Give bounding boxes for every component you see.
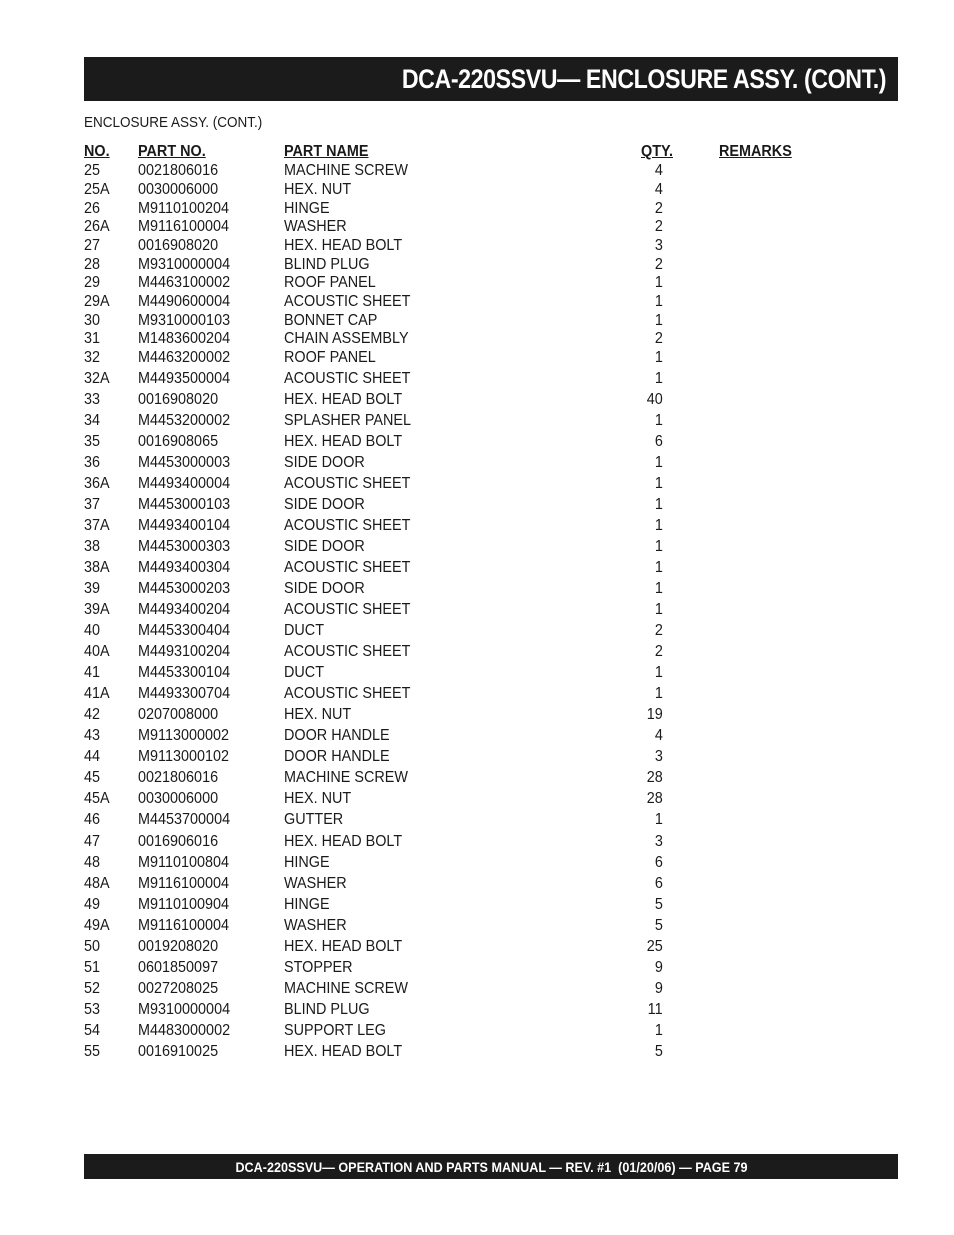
row-no: 45A [84,790,110,807]
row-qty: 2 [654,200,663,217]
row-part-name: CHAIN ASSEMBLY [284,330,409,347]
row-part-name: ACOUSTIC SHEET [284,517,411,534]
row-part-name: HEX. NUT [284,181,352,198]
row-no: 50 [84,938,101,955]
row-part-no: M9110100904 [138,896,230,913]
row-qty: 2 [654,643,663,660]
row-part-no: M4493100204 [138,643,231,660]
table-row [0,162,954,182]
row-qty: 1 [654,811,663,828]
table-row [0,330,954,350]
row-part-name: SPLASHER PANEL [284,412,411,429]
row-no: 25 [84,162,101,179]
row-part-name: HEX. HEAD BOLT [284,391,403,408]
row-qty: 1 [654,496,663,513]
row-qty: 28 [646,790,663,807]
table-row [0,769,954,789]
row-no: 43 [84,727,101,744]
row-part-no: 0207008000 [138,706,219,723]
row-qty: 4 [654,181,663,198]
row-no: 34 [84,412,101,429]
row-part-no: M9113000002 [138,727,230,744]
row-qty: 28 [646,769,663,786]
row-part-no: M4490600004 [138,293,231,310]
row-no: 33 [84,391,101,408]
footer-bar [84,1154,898,1179]
row-part-name: HEX. NUT [284,790,352,807]
row-qty: 6 [654,854,663,871]
row-part-no: M9116100004 [138,875,230,892]
table-row [0,980,954,1000]
row-part-name: SIDE DOOR [284,496,365,513]
row-no: 52 [84,980,101,997]
column-header-part-no: PART NO. [138,143,206,160]
table-row [0,601,954,621]
row-qty: 40 [646,391,663,408]
row-no: 47 [84,833,101,850]
row-part-no: M4463200002 [138,349,231,366]
row-no: 53 [84,1001,101,1018]
row-part-name: ACOUSTIC SHEET [284,601,411,618]
row-part-name: BONNET CAP [284,312,378,329]
row-part-name: SIDE DOOR [284,538,365,555]
row-part-name: HEX. HEAD BOLT [284,237,403,254]
column-header-part-name: PART NAME [284,143,369,160]
row-no: 35 [84,433,101,450]
row-part-name: ROOF PANEL [284,274,376,291]
row-qty: 3 [654,833,663,850]
row-qty: 6 [654,875,663,892]
table-header [0,143,954,163]
row-qty: 1 [654,559,663,576]
row-no: 49 [84,896,101,913]
row-part-name: MACHINE SCREW [284,980,409,997]
row-qty: 25 [646,938,663,955]
row-qty: 1 [654,664,663,681]
row-part-name: DOOR HANDLE [284,727,390,744]
row-part-name: SUPPORT LEG [284,1022,386,1039]
row-no: 39A [84,601,110,618]
table-row [0,274,954,294]
row-part-name: DUCT [284,622,324,639]
row-part-name: ACOUSTIC SHEET [284,643,411,660]
row-part-name: HEX. HEAD BOLT [284,833,403,850]
table-row [0,517,954,537]
row-part-name: WASHER [284,917,347,934]
table-row [0,748,954,768]
row-no: 40 [84,622,101,639]
row-part-no: M4493400004 [138,475,231,492]
row-part-name: HEX. NUT [284,706,352,723]
row-qty: 1 [654,274,663,291]
table-row [0,917,954,937]
row-qty: 2 [654,256,663,273]
row-part-name: HINGE [284,200,330,217]
table-row [0,312,954,332]
row-qty: 1 [654,580,663,597]
row-no: 27 [84,237,101,254]
row-part-no: M4453300404 [138,622,231,639]
table-row [0,685,954,705]
row-part-name: DUCT [284,664,324,681]
row-part-no: 0016906016 [138,833,219,850]
row-no: 29 [84,274,101,291]
row-part-no: M4483000002 [138,1022,231,1039]
row-part-no: 0021806016 [138,769,219,786]
footer-text: DCA-220SSVU— OPERATION AND PARTS MANUAL — REV. #1 (01/20/06) — PAGE 79 [234,1158,748,1175]
row-no: 49A [84,917,110,934]
table-row [0,643,954,663]
row-no: 41A [84,685,110,702]
row-part-name: ACOUSTIC SHEET [284,370,411,387]
row-qty: 1 [654,412,663,429]
row-part-name: BLIND PLUG [284,256,370,273]
row-no: 39 [84,580,101,597]
row-no: 30 [84,312,101,329]
row-qty: 2 [654,622,663,639]
table-row [0,727,954,747]
row-qty: 1 [654,370,663,387]
row-part-no: M4453000203 [138,580,231,597]
row-no: 36A [84,475,110,492]
row-qty: 4 [654,727,663,744]
table-row [0,370,954,390]
table-row [0,293,954,313]
row-part-no: M4493300704 [138,685,231,702]
row-part-name: ACOUSTIC SHEET [284,559,411,576]
row-no: 37 [84,496,101,513]
table-row [0,896,954,916]
row-qty: 4 [654,162,663,179]
row-qty: 5 [654,1043,663,1060]
row-part-no: M4453700004 [138,811,231,828]
row-part-name: STOPPER [284,959,353,976]
table-row [0,833,954,853]
table-row [0,1022,954,1042]
row-qty: 6 [654,433,663,450]
row-part-no: M9110100204 [138,200,230,217]
row-no: 44 [84,748,101,765]
row-no: 32A [84,370,110,387]
column-header-qty: QTY. [641,143,674,160]
row-part-no: M4453000303 [138,538,231,555]
row-no: 41 [84,664,101,681]
table-row [0,664,954,684]
row-no: 46 [84,811,101,828]
row-qty: 1 [654,293,663,310]
table-row [0,622,954,642]
row-part-no: 0601850097 [138,959,219,976]
table-row [0,1043,954,1063]
page-title-bar [84,57,898,101]
table-row [0,790,954,810]
row-part-no: M4493500004 [138,370,231,387]
section-label: ENCLOSURE ASSY. (CONT.) [84,114,263,131]
row-part-no: M9116100004 [138,218,230,235]
row-part-no: M9310000004 [138,256,231,273]
row-part-name: DOOR HANDLE [284,748,390,765]
row-qty: 1 [654,601,663,618]
row-part-no: 0027208025 [138,980,219,997]
row-no: 40A [84,643,110,660]
row-no: 54 [84,1022,101,1039]
row-part-name: HINGE [284,896,330,913]
row-qty: 5 [654,917,663,934]
row-part-name: ACOUSTIC SHEET [284,685,411,702]
table-row [0,454,954,474]
row-qty: 19 [646,706,663,723]
row-part-no: M9110100804 [138,854,230,871]
row-part-no: M9113000102 [138,748,230,765]
table-row [0,559,954,579]
row-qty: 11 [648,1001,663,1018]
table-row [0,938,954,958]
row-no: 29A [84,293,110,310]
row-part-no: M4493400204 [138,601,231,618]
table-row [0,538,954,558]
row-qty: 1 [654,475,663,492]
row-part-no: M4453300104 [138,664,231,681]
row-qty: 9 [654,980,663,997]
row-part-no: 0021806016 [138,162,219,179]
row-no: 48 [84,854,101,871]
table-row [0,237,954,257]
table-row [0,181,954,201]
row-part-no: 0016910025 [138,1043,219,1060]
page-title: DCA-220SSVU— ENCLOSURE ASSY. (CONT.) [401,63,886,94]
row-no: 45 [84,769,101,786]
row-part-name: HEX. HEAD BOLT [284,433,403,450]
row-qty: 1 [654,1022,663,1039]
row-qty: 1 [654,349,663,366]
table-row [0,959,954,979]
row-qty: 2 [654,330,663,347]
row-part-no: M4493400104 [138,517,231,534]
row-qty: 9 [654,959,663,976]
row-part-no: M4463100002 [138,274,231,291]
row-qty: 5 [654,896,663,913]
row-no: 25A [84,181,110,198]
row-qty: 1 [654,312,663,329]
row-part-no: 0016908065 [138,433,219,450]
row-no: 28 [84,256,101,273]
row-part-no: 0016908020 [138,237,219,254]
row-part-no: M9310000103 [138,312,231,329]
row-no: 26 [84,200,101,217]
table-row [0,218,954,238]
row-part-name: BLIND PLUG [284,1001,370,1018]
row-part-no: M9310000004 [138,1001,231,1018]
row-part-name: WASHER [284,875,347,892]
row-part-name: ROOF PANEL [284,349,376,366]
column-header-remarks: REMARKS [719,143,792,160]
row-part-no: M9116100004 [138,917,230,934]
row-qty: 3 [654,237,663,254]
row-no: 38 [84,538,101,555]
table-row [0,256,954,276]
row-part-no: 0030006000 [138,181,219,198]
row-no: 36 [84,454,101,471]
row-no: 37A [84,517,110,534]
row-no: 42 [84,706,101,723]
table-row [0,1001,954,1021]
row-part-no: M4493400304 [138,559,231,576]
row-part-name: ACOUSTIC SHEET [284,293,411,310]
column-header-no: NO. [84,143,110,160]
row-part-name: SIDE DOOR [284,454,365,471]
table-row [0,706,954,726]
row-part-no: 0030006000 [138,790,219,807]
row-part-name: WASHER [284,218,347,235]
row-part-name: ACOUSTIC SHEET [284,475,411,492]
table-row [0,475,954,495]
row-no: 32 [84,349,101,366]
table-row [0,875,954,895]
row-qty: 3 [654,748,663,765]
row-part-name: MACHINE SCREW [284,162,409,179]
table-row [0,811,954,831]
table-row [0,412,954,432]
row-part-no: M4453200002 [138,412,231,429]
row-qty: 2 [654,218,663,235]
table-row [0,854,954,874]
row-part-name: HINGE [284,854,330,871]
table-row [0,580,954,600]
row-part-no: 0019208020 [138,938,219,955]
row-part-no: 0016908020 [138,391,219,408]
row-part-no: M4453000103 [138,496,231,513]
row-part-name: MACHINE SCREW [284,769,409,786]
row-no: 55 [84,1043,101,1060]
row-no: 51 [84,959,101,976]
row-no: 26A [84,218,110,235]
table-row [0,433,954,453]
row-qty: 1 [654,538,663,555]
table-row [0,200,954,220]
row-part-no: M1483600204 [138,330,231,347]
table-row [0,496,954,516]
table-row [0,349,954,369]
row-part-name: SIDE DOOR [284,580,365,597]
row-no: 48A [84,875,110,892]
row-qty: 1 [654,685,663,702]
row-qty: 1 [654,517,663,534]
row-part-name: HEX. HEAD BOLT [284,938,403,955]
row-no: 38A [84,559,110,576]
row-qty: 1 [654,454,663,471]
row-part-name: GUTTER [284,811,344,828]
row-no: 31 [84,330,101,347]
table-row [0,391,954,411]
row-part-no: M4453000003 [138,454,231,471]
row-part-name: HEX. HEAD BOLT [284,1043,403,1060]
